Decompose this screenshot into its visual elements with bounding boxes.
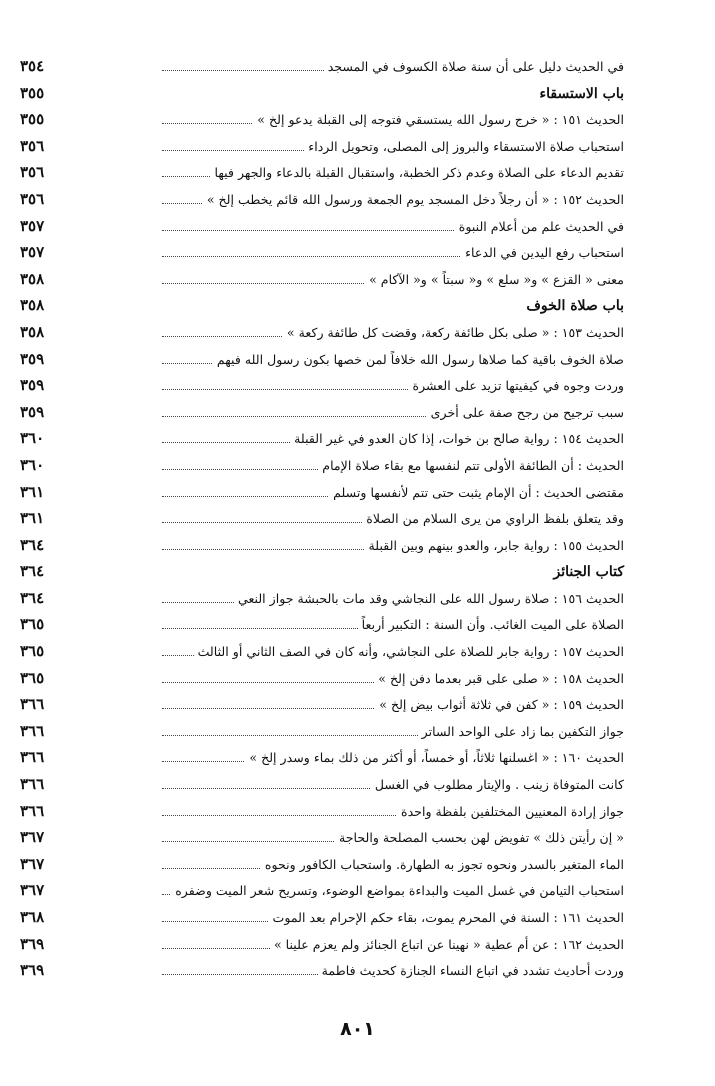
- toc-section-heading: [20, 560, 624, 587]
- toc-entry-text: وقد يتعلق بلفظ الراوي من يرى السلام من الصلاة: [362, 510, 624, 528]
- toc-page-number: ٣٥٩: [20, 376, 45, 395]
- toc-page-number: ٣٦٠: [20, 429, 45, 448]
- toc-entry: [20, 746, 624, 773]
- toc-page-number: ٣٥٦: [20, 136, 45, 155]
- toc-page-number: ٣٦٩: [20, 961, 45, 980]
- toc-entry-text: مقتضى الحديث : أن الإمام يثبت حتى تتم لأنفسها وتسلم: [329, 484, 624, 502]
- toc-entry: [20, 108, 624, 135]
- toc-entry-text: باب الاستسقاء: [536, 85, 624, 103]
- toc-page-number: ٣٦٧: [20, 881, 45, 900]
- toc-entry-text: وردت وجوه في كيفيتها تزيد على العشرة: [409, 377, 625, 395]
- table-of-contents: [20, 55, 624, 986]
- toc-page-number: ٣٦٥: [20, 615, 45, 634]
- toc-entry-text: الحديث ١٥٦ : صلاة رسول الله على النجاشي وقد مات بالحبشة جواز النعي: [234, 590, 624, 608]
- toc-entry-text: كتاب الجنائز: [549, 563, 624, 581]
- toc-entry-text: سبب ترجيح من رجح صفة على أخرى: [427, 404, 624, 422]
- toc-page-number: ٣٦٥: [20, 668, 45, 687]
- toc-entry: [20, 693, 624, 720]
- toc-page-number: ٣٦٦: [20, 748, 45, 767]
- toc-page-number: ٣٦٨: [20, 908, 45, 926]
- toc-entry: [20, 720, 624, 747]
- toc-entry-text: الحديث ١٥٩ : « كفن في ثلاثة أثواب بيض إلخ »: [375, 696, 624, 714]
- toc-entry: [20, 507, 624, 534]
- toc-entry-text: استحباب رفع اليدين في الدعاء: [461, 244, 624, 262]
- toc-page-number: ٣٥٨: [20, 269, 45, 288]
- toc-page-number: ٣٥٤: [20, 57, 45, 75]
- toc-page-number: ٣٥٥: [20, 83, 45, 102]
- toc-entry-text: تقديم الدعاء على الصلاة وعدم ذكر الخطبة، واستقبال القبلة بالدعاء والجهر فيها: [211, 164, 625, 182]
- toc-page-number: ٣٦٤: [20, 535, 45, 554]
- toc-entry: [20, 427, 624, 454]
- toc-page-number: ٣٦١: [20, 509, 45, 528]
- toc-section-heading: [20, 82, 624, 109]
- toc-entry-text: جواز إرادة المعنيين المختلفين بلفظة واحدة: [397, 803, 624, 821]
- toc-entry-text: الحديث ١٥١ : « خرج رسول الله يستسقي فتوجه إلى القبلة يدعو إلخ »: [253, 111, 624, 129]
- toc-entry: [20, 401, 624, 428]
- toc-entry-text: « إن رأيتن ذلك » تفويض لهن بحسب المصلحة والحاجة: [335, 829, 624, 847]
- toc-entry: [20, 321, 624, 348]
- toc-page-number: ٣٦٦: [20, 775, 45, 794]
- toc-page-number: ٣٥٩: [20, 402, 45, 421]
- toc-page-number: ٣٦٦: [20, 721, 45, 740]
- toc-entry: [20, 188, 624, 215]
- toc-entry-text: جواز التكفين بما زاد على الواحد الساتر: [418, 723, 624, 741]
- toc-entry: [20, 933, 624, 960]
- toc-entry: [20, 773, 624, 800]
- page-number: ٨٠١: [340, 1018, 375, 1040]
- toc-entry: [20, 241, 624, 268]
- toc-entry-text: الحديث ١٥٥ : رواية جابر، والعدو بينهم وبين القبلة: [365, 537, 624, 555]
- toc-entry: [20, 800, 624, 827]
- toc-entry: [20, 959, 624, 986]
- toc-page-number: ٣٥٥: [20, 110, 45, 129]
- toc-section-heading: [20, 294, 624, 321]
- toc-entry: [20, 454, 624, 481]
- toc-entry: [20, 640, 624, 667]
- toc-entry-text: الحديث ١٥٨ : « صلى على قبر بعدما دفن إلخ »: [374, 670, 624, 688]
- toc-entry: [20, 161, 624, 188]
- toc-entry: [20, 481, 624, 508]
- toc-page-number: ٣٥٨: [20, 322, 45, 341]
- toc-page-number: ٣٥٩: [20, 349, 45, 368]
- toc-entry: [20, 667, 624, 694]
- toc-entry-text: الماء المتغير بالسدر ونحوه تجوز به الطهارة. واستحباب الكافور ونحوه: [261, 856, 624, 874]
- toc-entry: [20, 879, 624, 906]
- toc-entry: [20, 906, 624, 933]
- toc-entry: [20, 534, 624, 561]
- toc-entry-text: وردت أحاديث تشدد في اتباع النساء الجنازة كحديث فاطمة: [318, 962, 624, 980]
- toc-entry: [20, 215, 624, 242]
- toc-page-number: ٣٦٦: [20, 695, 45, 714]
- toc-page-number: ٣٦٥: [20, 642, 45, 661]
- toc-entry-text: الحديث ١٦٢ : عن أم عطية « نهينا عن اتباع الجنائز ولم يعزم علينا »: [270, 936, 624, 954]
- toc-entry: [20, 826, 624, 853]
- toc-entry-text: استحباب التيامن في غسل الميت والبداءة بمواضع الوضوء، وتسريح شعر الميت وضفره: [171, 882, 624, 900]
- toc-page-number: ٣٦٠: [20, 455, 45, 474]
- toc-entry-text: في الحديث علم من أعلام النبوة: [455, 218, 624, 236]
- toc-entry: [20, 348, 624, 375]
- toc-page-number: ٣٥٨: [20, 296, 45, 315]
- toc-entry: [20, 374, 624, 401]
- toc-page-number: ٣٥٦: [20, 163, 45, 182]
- toc-entry: [20, 587, 624, 614]
- toc-page-number: ٣٦٩: [20, 934, 45, 953]
- toc-entry-text: الحديث ١٥٢ : « أن رجلاً دخل المسجد يوم الجمعة ورسول الله قائم يخطب إلخ »: [203, 191, 624, 209]
- toc-page-number: ٣٥٧: [20, 243, 45, 262]
- toc-entry-text: صلاة الخوف باقية كما صلاها رسول الله خلافاً لمن خصها بكون رسول الله فيهم: [213, 351, 624, 369]
- toc-entry-text: استحباب صلاة الاستسقاء والبروز إلى المصلى، وتحويل الرداء: [304, 138, 624, 156]
- toc-entry-text: الحديث ١٥٤ : رواية صالح بن خوات، إذا كان العدو في غير القبلة: [290, 430, 624, 448]
- toc-page-number: ٣٦٤: [20, 588, 45, 607]
- toc-entry-text: الصلاة على الميت الغائب. وأن السنة : التكبير أربعاً: [358, 616, 624, 634]
- toc-entry-text: الحديث : أن الطائفة الأولى تتم لنفسها مع بقاء صلاة الإمام: [318, 457, 624, 475]
- toc-entry-text: الحديث ١٥٧ : رواية جابر للصلاة على النجاشي، وأنه كان في الصف الثاني أو الثالث: [194, 643, 624, 661]
- toc-page-number: ٣٥٦: [20, 189, 45, 208]
- toc-entry-text: في الحديث دليل على أن سنة صلاة الكسوف في المسجد: [324, 58, 624, 76]
- toc-entry: [20, 268, 624, 295]
- toc-entry-text: باب صلاة الخوف: [522, 297, 624, 315]
- toc-page-number: ٣٦١: [20, 482, 45, 501]
- toc-page-number: ٣٦٤: [20, 562, 45, 581]
- toc-entry-text: كانت المتوفاة زينب . والإيتار مطلوب في الغسل: [371, 776, 624, 794]
- toc-entry: [20, 613, 624, 640]
- toc-page-number: ٣٥٧: [20, 216, 45, 235]
- toc-page-number: ٣٦٦: [20, 801, 45, 820]
- toc-entry-text: الحديث ١٦٠ : « اغسلنها ثلاثاً، أو خمساً، أو أكثر من ذلك بماء وسدر إلخ »: [245, 749, 624, 767]
- toc-entry: [20, 55, 624, 82]
- toc-entry-text: الحديث ١٥٣ : « صلى بكل طائفة ركعة، وقضت كل طائفة ركعة »: [283, 324, 624, 342]
- toc-entry-text: معنى « القزع » و« سلع » و« سبتاً » و« الآكام »: [365, 271, 624, 289]
- toc-page-number: ٣٦٧: [20, 854, 45, 873]
- toc-entry-text: الحديث ١٦١ : السنة في المحرم يموت، بقاء حكم الإحرام بعد الموت: [268, 909, 624, 927]
- toc-entry: [20, 853, 624, 880]
- toc-page-number: ٣٦٧: [20, 828, 45, 847]
- toc-entry: [20, 135, 624, 162]
